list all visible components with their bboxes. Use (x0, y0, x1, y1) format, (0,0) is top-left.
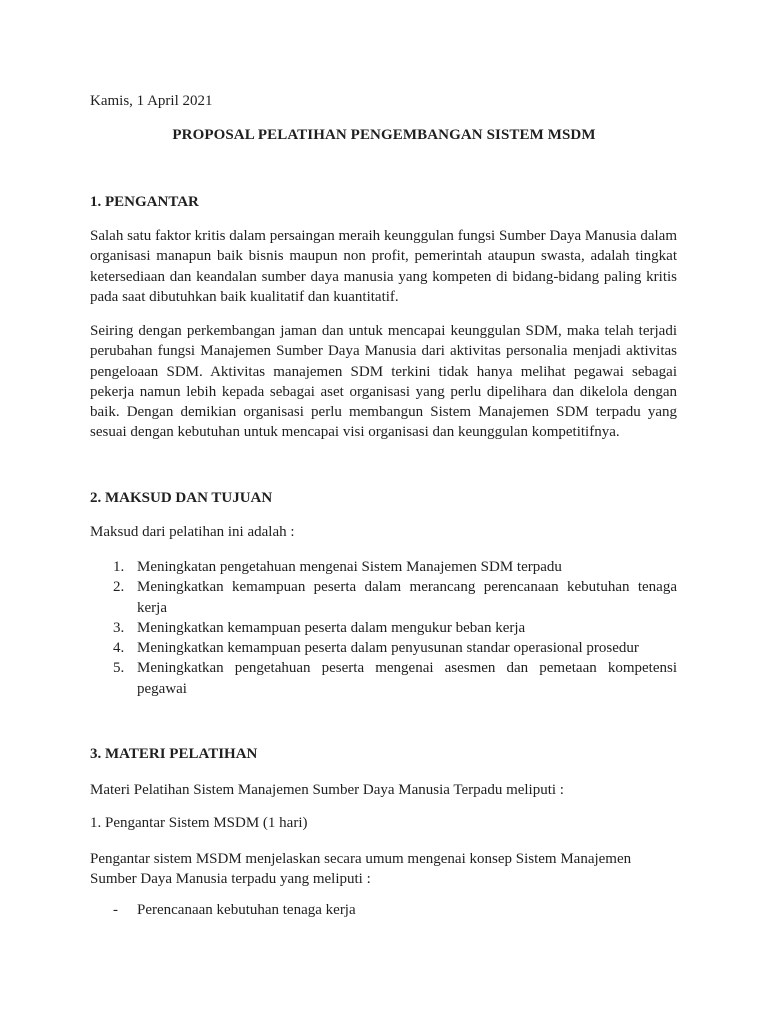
document-date: Kamis, 1 April 2021 (90, 93, 213, 109)
list-number: 4. (113, 640, 125, 657)
list-item-text: Meningkatkan kemampuan peserta dalam merancang perencanaan kebutuhan tenaga kerja (137, 579, 677, 616)
list-item (90, 902, 677, 919)
list-number: 1. (113, 559, 125, 575)
list-item (90, 638, 677, 658)
list-item-text: Meningkatkan pengetahuan peserta mengenai asesmen dan pemetaan kompetensi pegawai (137, 660, 677, 697)
section-heading-materi-pelatihan: 3. MATERI PELATIHAN (90, 746, 258, 762)
list-item (90, 577, 677, 618)
list-number: 2. (113, 579, 125, 596)
subsection-heading: 1. Pengantar Sistem MSDM (1 hari) (90, 815, 308, 831)
section-heading-pengantar: 1. PENGANTAR (90, 194, 199, 210)
list-item-text: Meningkatan pengetahuan mengenai Sistem Manajemen SDM terpadu (137, 559, 562, 575)
dash-bullet: - (113, 902, 118, 918)
list-number: 3. (113, 619, 125, 636)
list-item (90, 618, 677, 638)
list-item (90, 557, 677, 577)
topics-list (90, 902, 677, 919)
list-number: 5. (113, 660, 125, 677)
document-title: PROPOSAL PELATIHAN PENGEMBANGAN SISTEM MSDM (172, 127, 596, 143)
section-intro: Materi Pelatihan Sistem Manajemen Sumber Daya Manusia Terpadu meliputi : (90, 782, 564, 798)
list-item-text: Meningkatkan kemampuan peserta dalam mengukur beban kerja (137, 619, 526, 636)
paragraph: Salah satu faktor kritis dalam persaingan meraih keunggulan fungsi Sumber Daya Manusia dalam organisasi manapun baik bisnis maupun non profit, pemerintah ataupun swasta, adalah tingkat ketersediaan dan keandalan sumber daya manusia yang kompeten di bidang-bidang paling kritis pada saat dibutuhkan baik kualitatif dan kuantitatif. (90, 228, 677, 305)
list-item-text: Perencanaan kebutuhan tenaga kerja (137, 902, 356, 918)
paragraph: Seiring dengan perkembangan jaman dan untuk mencapai keunggulan SDM, maka telah terjadi perubahan fungsi Manajemen Sumber Daya Manusia dari aktivitas personalia menjadi aktivitas pengeloaan SDM. Aktivitas manajemen SDM terkini tidak hanya melihat pegawai sebagai pekerja namun lebih kepada sebagai aset organisasi yang perlu dipelihara dan dikelola dengan baik. Dengan demikian organisasi perlu membangun Sistem Manajemen SDM terpadu yang sesuai dengan kebutuhan untuk mencapai visi organisasi dan keunggulan kompetitifnya. (90, 323, 677, 441)
section-intro: Maksud dari pelatihan ini adalah : (90, 524, 295, 540)
list-item-text: Meningkatkan kemampuan peserta dalam penyusunan standar operasional prosedur (137, 640, 639, 657)
section-heading-maksud-dan-tujuan: 2. MAKSUD DAN TUJUAN (90, 490, 273, 506)
subsection-description: Pengantar sistem MSDM menjelaskan secara umum mengenai konsep Sistem Manajemen Sumber Daya Manusia terpadu yang meliputi : (90, 851, 632, 888)
list-item (90, 658, 677, 699)
goals-list (90, 557, 677, 699)
